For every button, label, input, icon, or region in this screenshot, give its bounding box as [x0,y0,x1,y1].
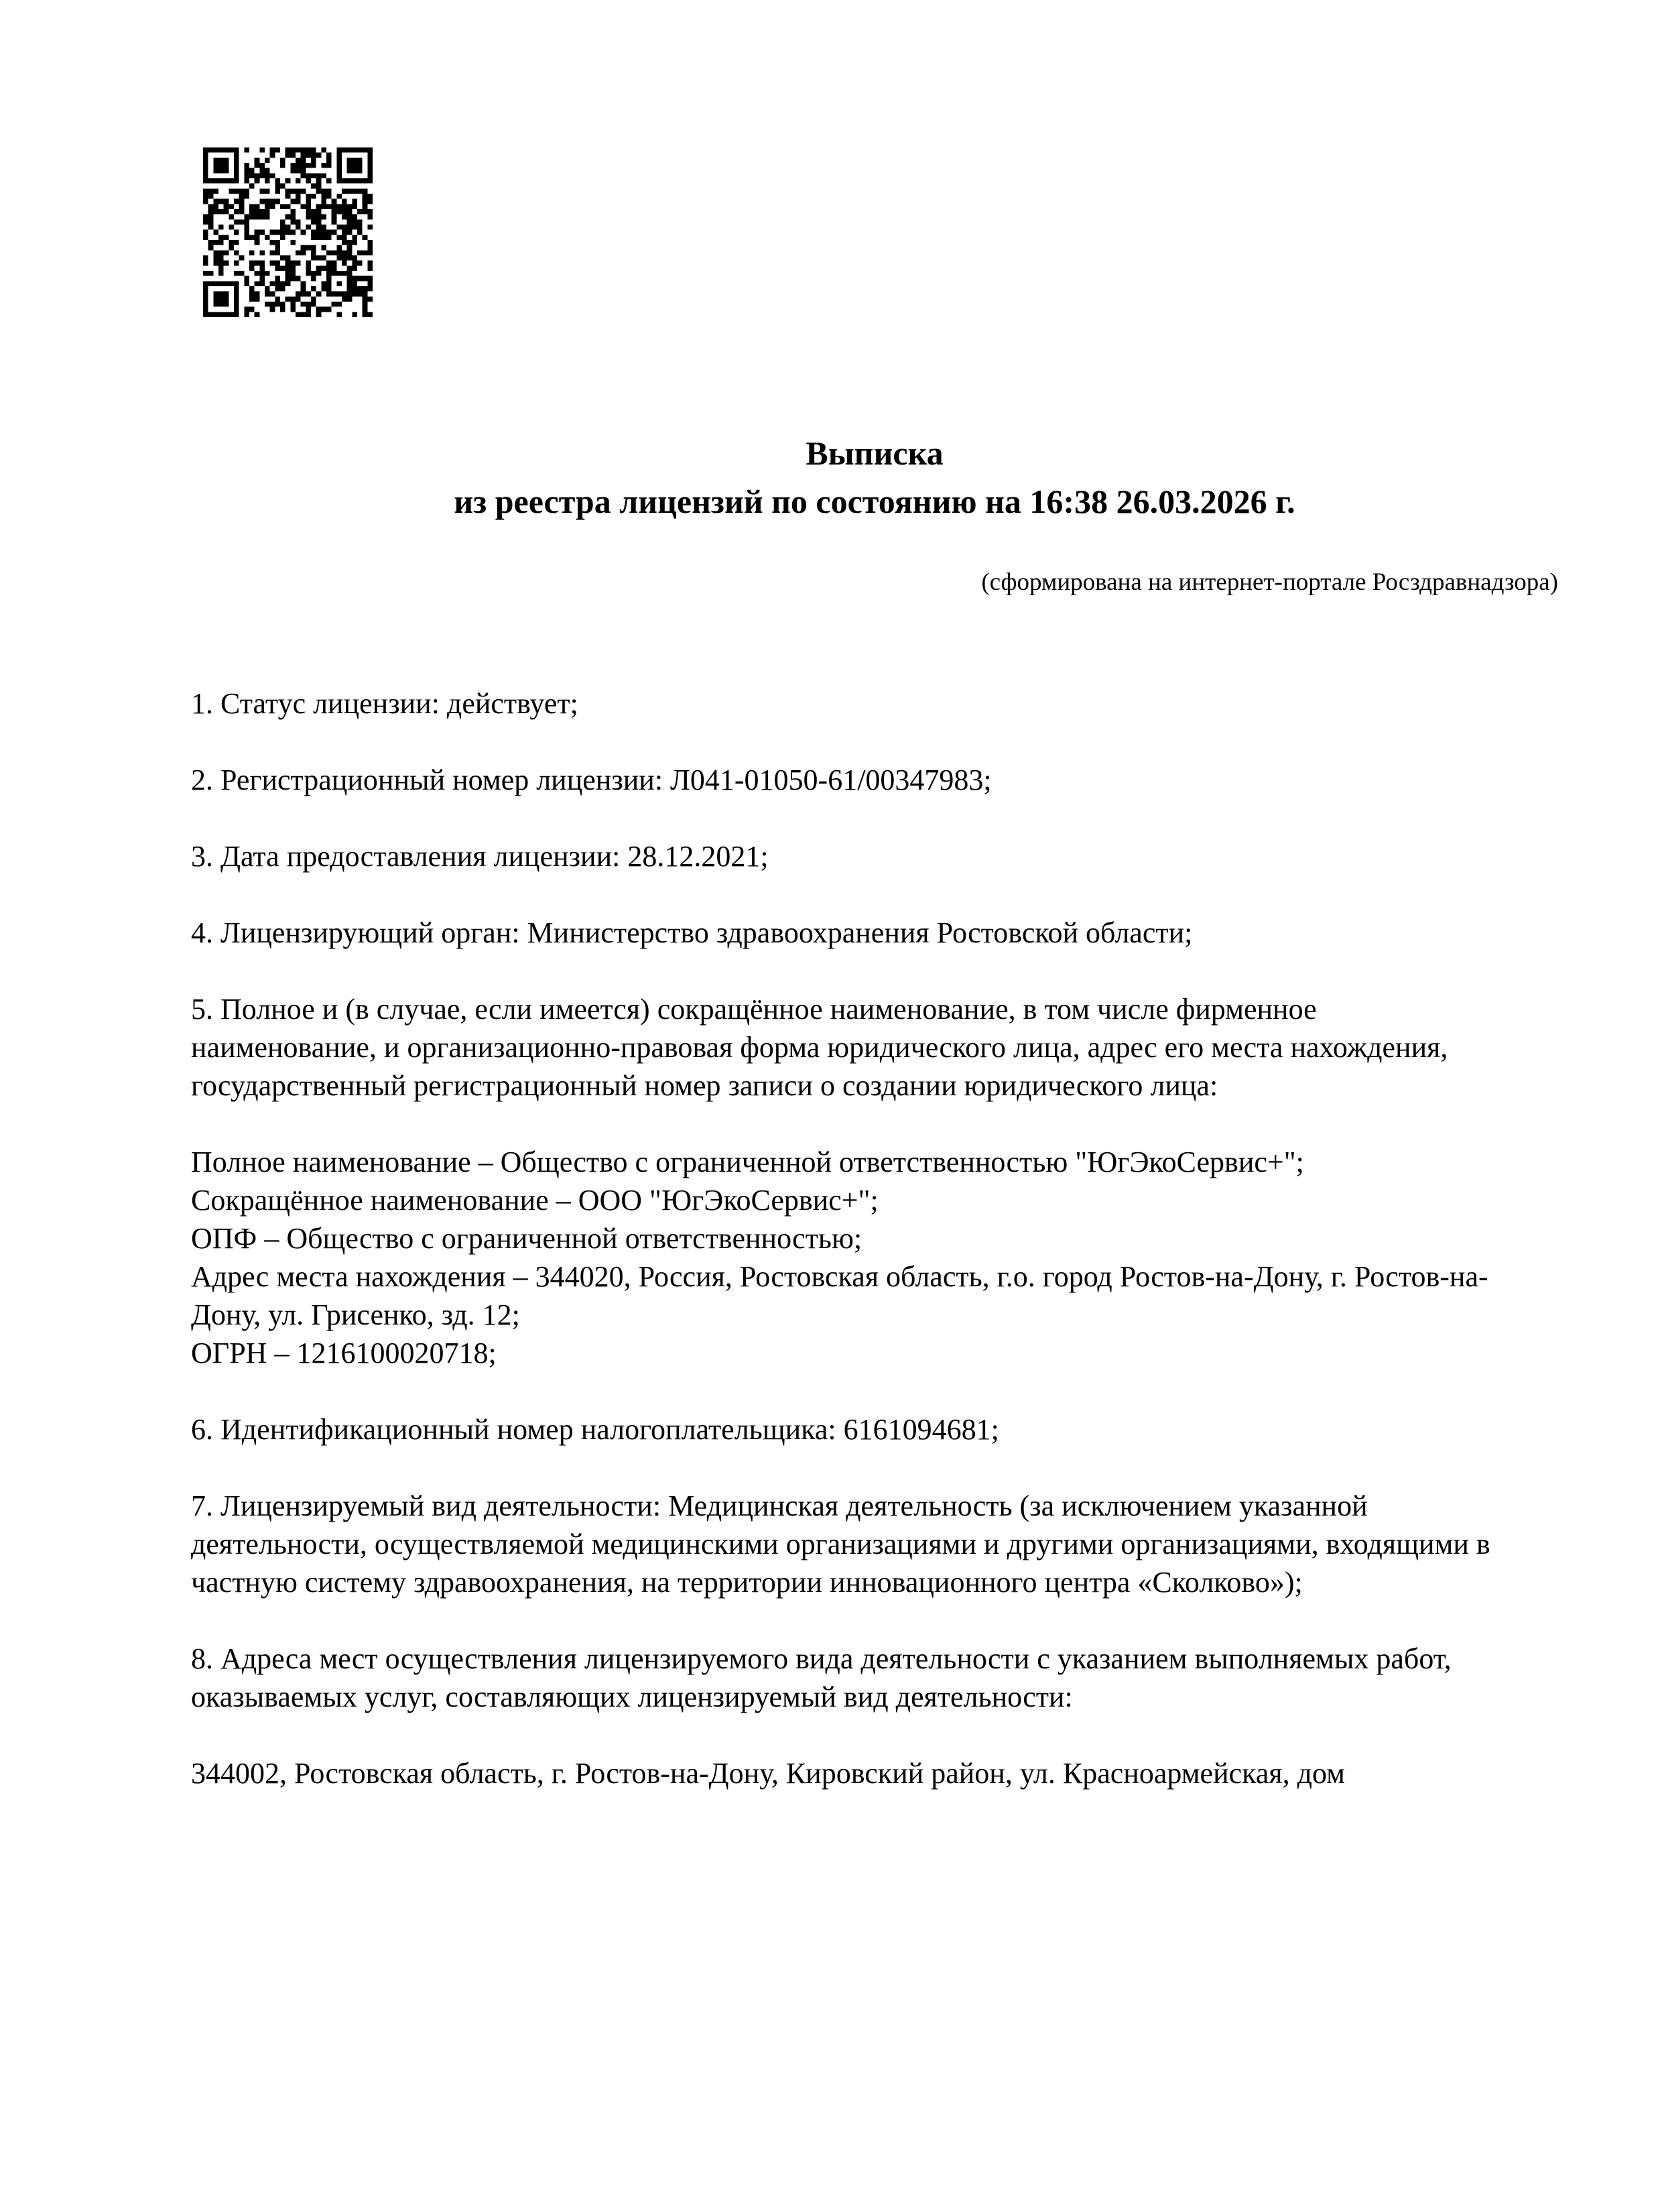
document-paragraph [191,1410,1505,1449]
qr-code-icon [203,147,373,317]
document-paragraph [191,1487,1505,1601]
document-paragraph [191,990,1505,1105]
text-line: 4. Лицензирующий орган: Министерство здравоохранения Ростовской области; [191,916,1193,949]
text-line: 6. Идентификационный номер налогоплательщика: 6161094681; [191,1413,999,1446]
page-title [191,429,1558,526]
text-line: Полное наименование – Общество с ограниченной ответственностью "ЮгЭкоСервис+"; [191,1146,1304,1178]
text-line: 344002, Ростовская область, г. Ростов-на-Дону, Кировский район, ул. Красноармейская, дом [191,1757,1346,1790]
title-line-2: из реестра лицензий по состоянию на 16:38 26.03.2026 г. [454,483,1295,520]
document-paragraph [191,1143,1505,1372]
text-line: Адрес места нахождения – 344020, Россия, Ростовская область, г.о. город Ростов-на-Дону, г. Ростов-на-Дону, ул. Грисенко, зд. 12; [191,1260,1488,1331]
text-line: 5. Полное и (в случае, если имеется) сокращённое наименование, в том числе фирменное наименование, и организационно-правовая форма юридического лица, адрес его места нахождения, государственный регистрационный номер записи о создании юридического лица: [191,993,1448,1102]
document-paragraph [191,1640,1505,1716]
text-line: 7. Лицензируемый вид деятельности: Медицинская деятельность (за исключением указанной деятельности, осуществляемой медицинскими организациями и другими организациями, входящими в частную систему здравоохранения, на территории инновационного центра «Сколково»); [191,1489,1490,1599]
text-line: 1. Статус лицензии: действует; [191,687,578,720]
document-paragraph [191,837,1505,875]
title-line-1: Выписка [806,434,944,472]
document-paragraph [191,914,1505,952]
document-paragraph [191,684,1505,723]
document-paragraph [191,1754,1505,1792]
text-line: Сокращённое наименование – ООО "ЮгЭкоСервис+"; [191,1184,879,1217]
document-paragraph [191,761,1505,799]
text-line: 8. Адреса мест осуществления лицензируемого вида деятельности с указанием выполняемых работ, оказываемых услуг, составляющих лицензируемый вид деятельности: [191,1642,1452,1713]
text-line: ОПФ – Общество с ограниченной ответственностью; [191,1222,862,1255]
text-line: 2. Регистрационный номер лицензии: Л041-01050-61/00347983; [191,763,992,796]
document-subtitle: (сформирована на интернет-портале Росздравнадзора) [981,568,1558,596]
text-line: ОГРН – 1216100020718; [191,1337,497,1369]
document-body [191,684,1505,1792]
text-line: 3. Дата предоставления лицензии: 28.12.2021; [191,840,769,873]
